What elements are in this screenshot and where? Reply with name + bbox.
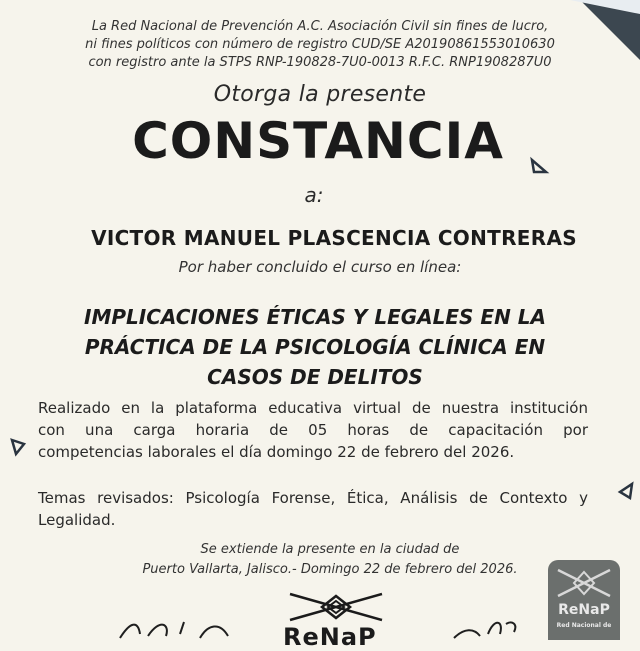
- signature-left: [110, 614, 260, 640]
- course-intro: Por haber concluido el curso en línea:: [178, 258, 462, 276]
- otorga-text: Otorga la presente: [213, 82, 427, 107]
- certificate-title: CONSTANCIA: [132, 112, 504, 170]
- signature-right: [448, 614, 528, 640]
- place-line: Se extiende la presente en la ciudad de: [200, 542, 460, 557]
- place-and-date: [60, 540, 600, 580]
- org-line: ni fines políticos con número de registro CUD/SE A20190861553010630: [85, 37, 555, 52]
- topics-paragraph: [38, 487, 588, 531]
- org-line: La Red Nacional de Prevención A.C. Asociación Civil sin fines de lucro,: [91, 19, 549, 34]
- corner-accent: [570, 0, 640, 14]
- paragraph-line: Temas revisados: Psicología Forense, Ética, Análisis de Contexto y: [38, 489, 588, 507]
- renap-seal: [548, 560, 620, 640]
- completion-paragraph: [38, 397, 588, 463]
- paragraph-line: Realizado en la plataforma educativa virtual de nuestra institución: [38, 399, 588, 417]
- course-title-line: CASOS DE DELITOS: [207, 365, 423, 389]
- org-line: con registro ante la STPS RNP-190828-7U0-0013 R.F.C. RNP1908287U0: [88, 55, 552, 70]
- renap-logo-emblem: [288, 588, 384, 624]
- place-line: Puerto Vallarta, Jalisco.- Domingo 22 de febrero del 2026.: [142, 562, 518, 577]
- seal-text: ReNaP: [558, 602, 610, 618]
- recipient-name: VICTOR MANUEL PLASCENCIA CONTRERAS: [91, 226, 577, 250]
- renap-logo-text: ReNaP: [283, 623, 377, 651]
- recipient-prefix: a:: [304, 183, 324, 207]
- paragraph-line: competencias laborales el día domingo 22 de febrero del 2026.: [38, 443, 515, 461]
- seal-emblem-icon: [556, 566, 612, 600]
- organization-note: [40, 18, 600, 72]
- triangle-icon: [616, 480, 636, 502]
- triangle-icon: [8, 436, 28, 458]
- course-title-line: PRÁCTICA DE LA PSICOLOGÍA CLÍNICA EN: [84, 335, 546, 359]
- triangle-icon: [528, 156, 550, 176]
- course-title: [40, 302, 590, 392]
- course-title-line: IMPLICACIONES ÉTICAS Y LEGALES EN LA: [84, 305, 546, 329]
- paragraph-line: con una carga horaria de 05 horas de capacitación por: [38, 421, 588, 439]
- paragraph-line: Legalidad.: [38, 511, 116, 529]
- seal-subtext: Red Nacional de: [556, 622, 612, 629]
